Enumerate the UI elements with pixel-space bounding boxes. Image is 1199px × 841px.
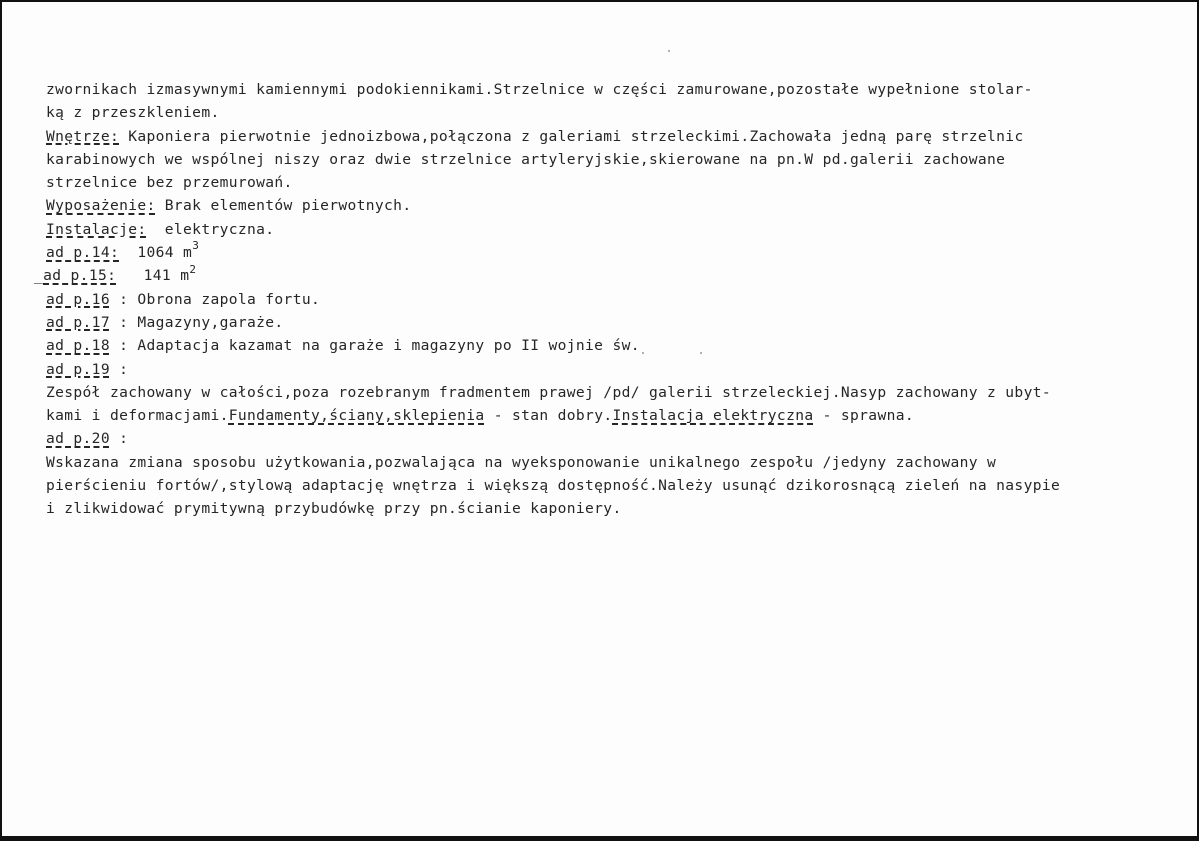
item-label: ad p.14:	[46, 244, 120, 262]
item-text: 1064 m	[119, 244, 193, 262]
section-equipment	[46, 194, 1196, 217]
item-label: ad p.17	[46, 313, 110, 331]
item-text: : Magazyny,garaże.	[109, 313, 284, 331]
item-text: : Obrona zapola fortu.	[109, 290, 321, 308]
text-line: ką z przeszkleniem.	[46, 104, 220, 122]
text-line: i zlikwidować prymitywną przybudówkę przy pn.ścianie kaponiery.	[46, 500, 622, 518]
item-p15	[34, 264, 1196, 287]
scan-speck	[642, 352, 644, 354]
text-line: Zespół zachowany w całości,poza rozebranym fradmentem prawej /pd/ galerii strzeleckiej.Nasyp zachowany z ubyt-	[46, 383, 1051, 401]
section-interior	[46, 125, 1196, 148]
section-installations	[46, 218, 1196, 241]
text-line: pierścieniu fortów/,stylową adaptację wnętrza i większą dostępność.Należy usunąć dzikorosnącą zieleń na nasypie	[46, 477, 1061, 495]
text-line: karabinowych we wspólnej niszy oraz dwie strzelnice artyleryjskie,skierowane na pn.W pd.galerii zachowane	[46, 150, 1006, 168]
text-segment: kami i deformacjami.	[46, 407, 229, 425]
text-line	[46, 404, 1196, 427]
item-text: : Adaptacja kazamat na garaże i magazyny po II wojnie św.	[109, 337, 640, 355]
text-segment: - stan dobry.	[484, 407, 613, 425]
scan-speck	[700, 352, 702, 354]
section-label: Instalacje:	[46, 220, 147, 238]
superscript: 3	[192, 239, 200, 253]
item-p17	[46, 311, 1196, 334]
text-segment: - sprawna.	[813, 407, 914, 425]
scan-speck	[668, 50, 670, 52]
text-line: zwornikach izmasywnymi kamiennymi podokiennikami.Strzelnice w części zamurowane,pozostałe wypełnione stolar-	[46, 81, 1033, 98]
item-p14	[46, 241, 1196, 264]
item-label: ad p.20	[46, 430, 110, 448]
item-p18	[46, 334, 1196, 357]
underlined-phrase: Instalacja elektryczna	[612, 407, 814, 425]
item-label: ad p.15:	[43, 267, 117, 285]
section-text: Brak elementów pierwotnych.	[155, 197, 412, 215]
section-text: elektryczna.	[146, 220, 275, 238]
underlined-phrase: Fundamenty,ściany,sklepienia	[228, 407, 485, 425]
item-text: :	[109, 430, 129, 448]
item-label: ad p.16	[46, 290, 110, 308]
section-label: Wyposażenie:	[46, 197, 156, 215]
item-p16	[46, 288, 1196, 311]
typewritten-document	[34, 78, 1196, 521]
item-text: :	[109, 360, 129, 378]
item-label: ad p.18	[46, 337, 110, 355]
text-line: strzelnice bez przemurowań.	[46, 174, 293, 192]
item-text: 141 m	[116, 267, 190, 285]
section-text: Kaponiera pierwotnie jednoizbowa,połączona z galeriami strzeleckimi.Zachowała jedną parę strzelnic	[119, 127, 1024, 145]
item-p19	[46, 358, 1196, 381]
section-label: Wnętrze:	[46, 127, 120, 145]
superscript: 2	[189, 262, 197, 276]
item-p20	[46, 427, 1196, 450]
scan-edge	[0, 836, 1199, 841]
item-label: ad p.19	[46, 360, 110, 378]
text-line: Wskazana zmiana sposobu użytkowania,pozwalająca na wyeksponowanie unikalnego zespołu /jedyny zachowany w	[46, 453, 997, 471]
item-prefix: _	[34, 267, 44, 285]
